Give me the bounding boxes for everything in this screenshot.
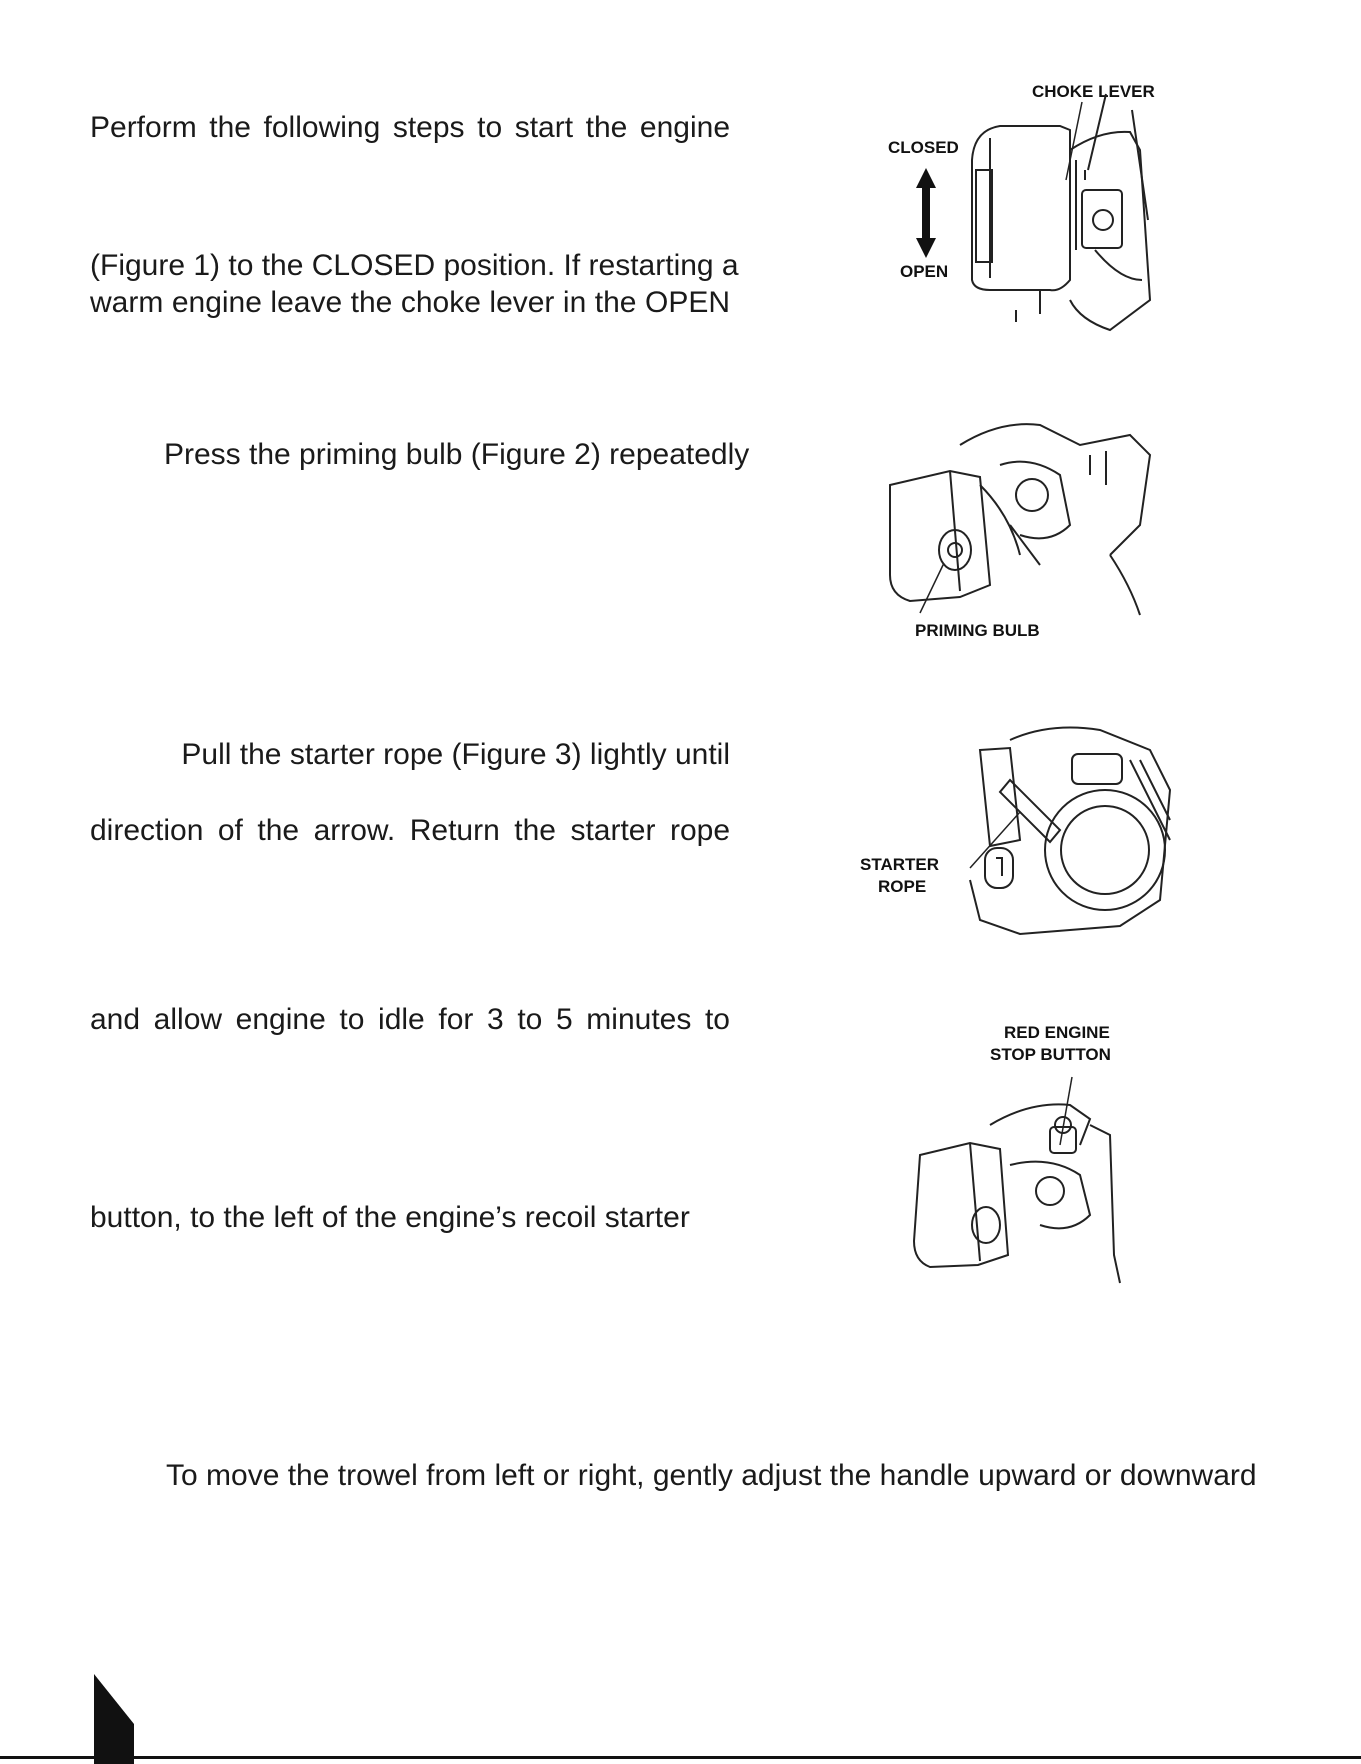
text-line-6: direction of the arrow. Return the starter rope [90,814,730,847]
starter-rope-label-2: ROPE [878,877,927,896]
figure-1-choke [860,70,1220,340]
text-line-9: To move the trowel from left or right, gently adjust the handle upward or downward [166,1459,1257,1492]
page-tab-marker [94,1674,134,1764]
stop-button-label-2: STOP BUTTON [990,1045,1111,1064]
engine-stop-drawing [914,1104,1120,1283]
closed-label: CLOSED [888,138,959,157]
engine-drawing [890,424,1150,615]
figure-4-stop-button [890,1015,1170,1305]
text-line-7: and allow engine to idle for 3 to 5 minutes to [90,1003,730,1036]
figure-2-priming-bulb [880,415,1180,645]
open-label: OPEN [900,262,949,281]
starter-rope-label-1: STARTER [860,855,940,874]
air-filter-cover-drawing [972,94,1150,330]
text-line-4: Press the priming bulb (Figure 2) repeatedly [164,438,750,471]
text-line-2: (Figure 1) to the CLOSED position. If restarting a [90,249,739,282]
choke-lever-label: CHOKE LEVER [1032,82,1155,101]
bottom-rule [0,1756,1361,1759]
text-line-1: Perform the following steps to start the engine [90,111,730,144]
stop-button-label-1: RED ENGINE [1004,1023,1110,1042]
text-line-5: Pull the starter rope (Figure 3) lightly until [181,738,730,771]
text-line-8: button, to the left of the engine’s recoil starter [90,1201,690,1234]
recoil-starter-drawing [970,728,1170,934]
text-line-3: warm engine leave the choke lever in the OPEN [90,286,730,319]
priming-bulb-label: PRIMING BULB [915,621,1040,640]
double-arrow-icon [916,168,936,258]
figure-3-starter-rope [860,720,1200,940]
